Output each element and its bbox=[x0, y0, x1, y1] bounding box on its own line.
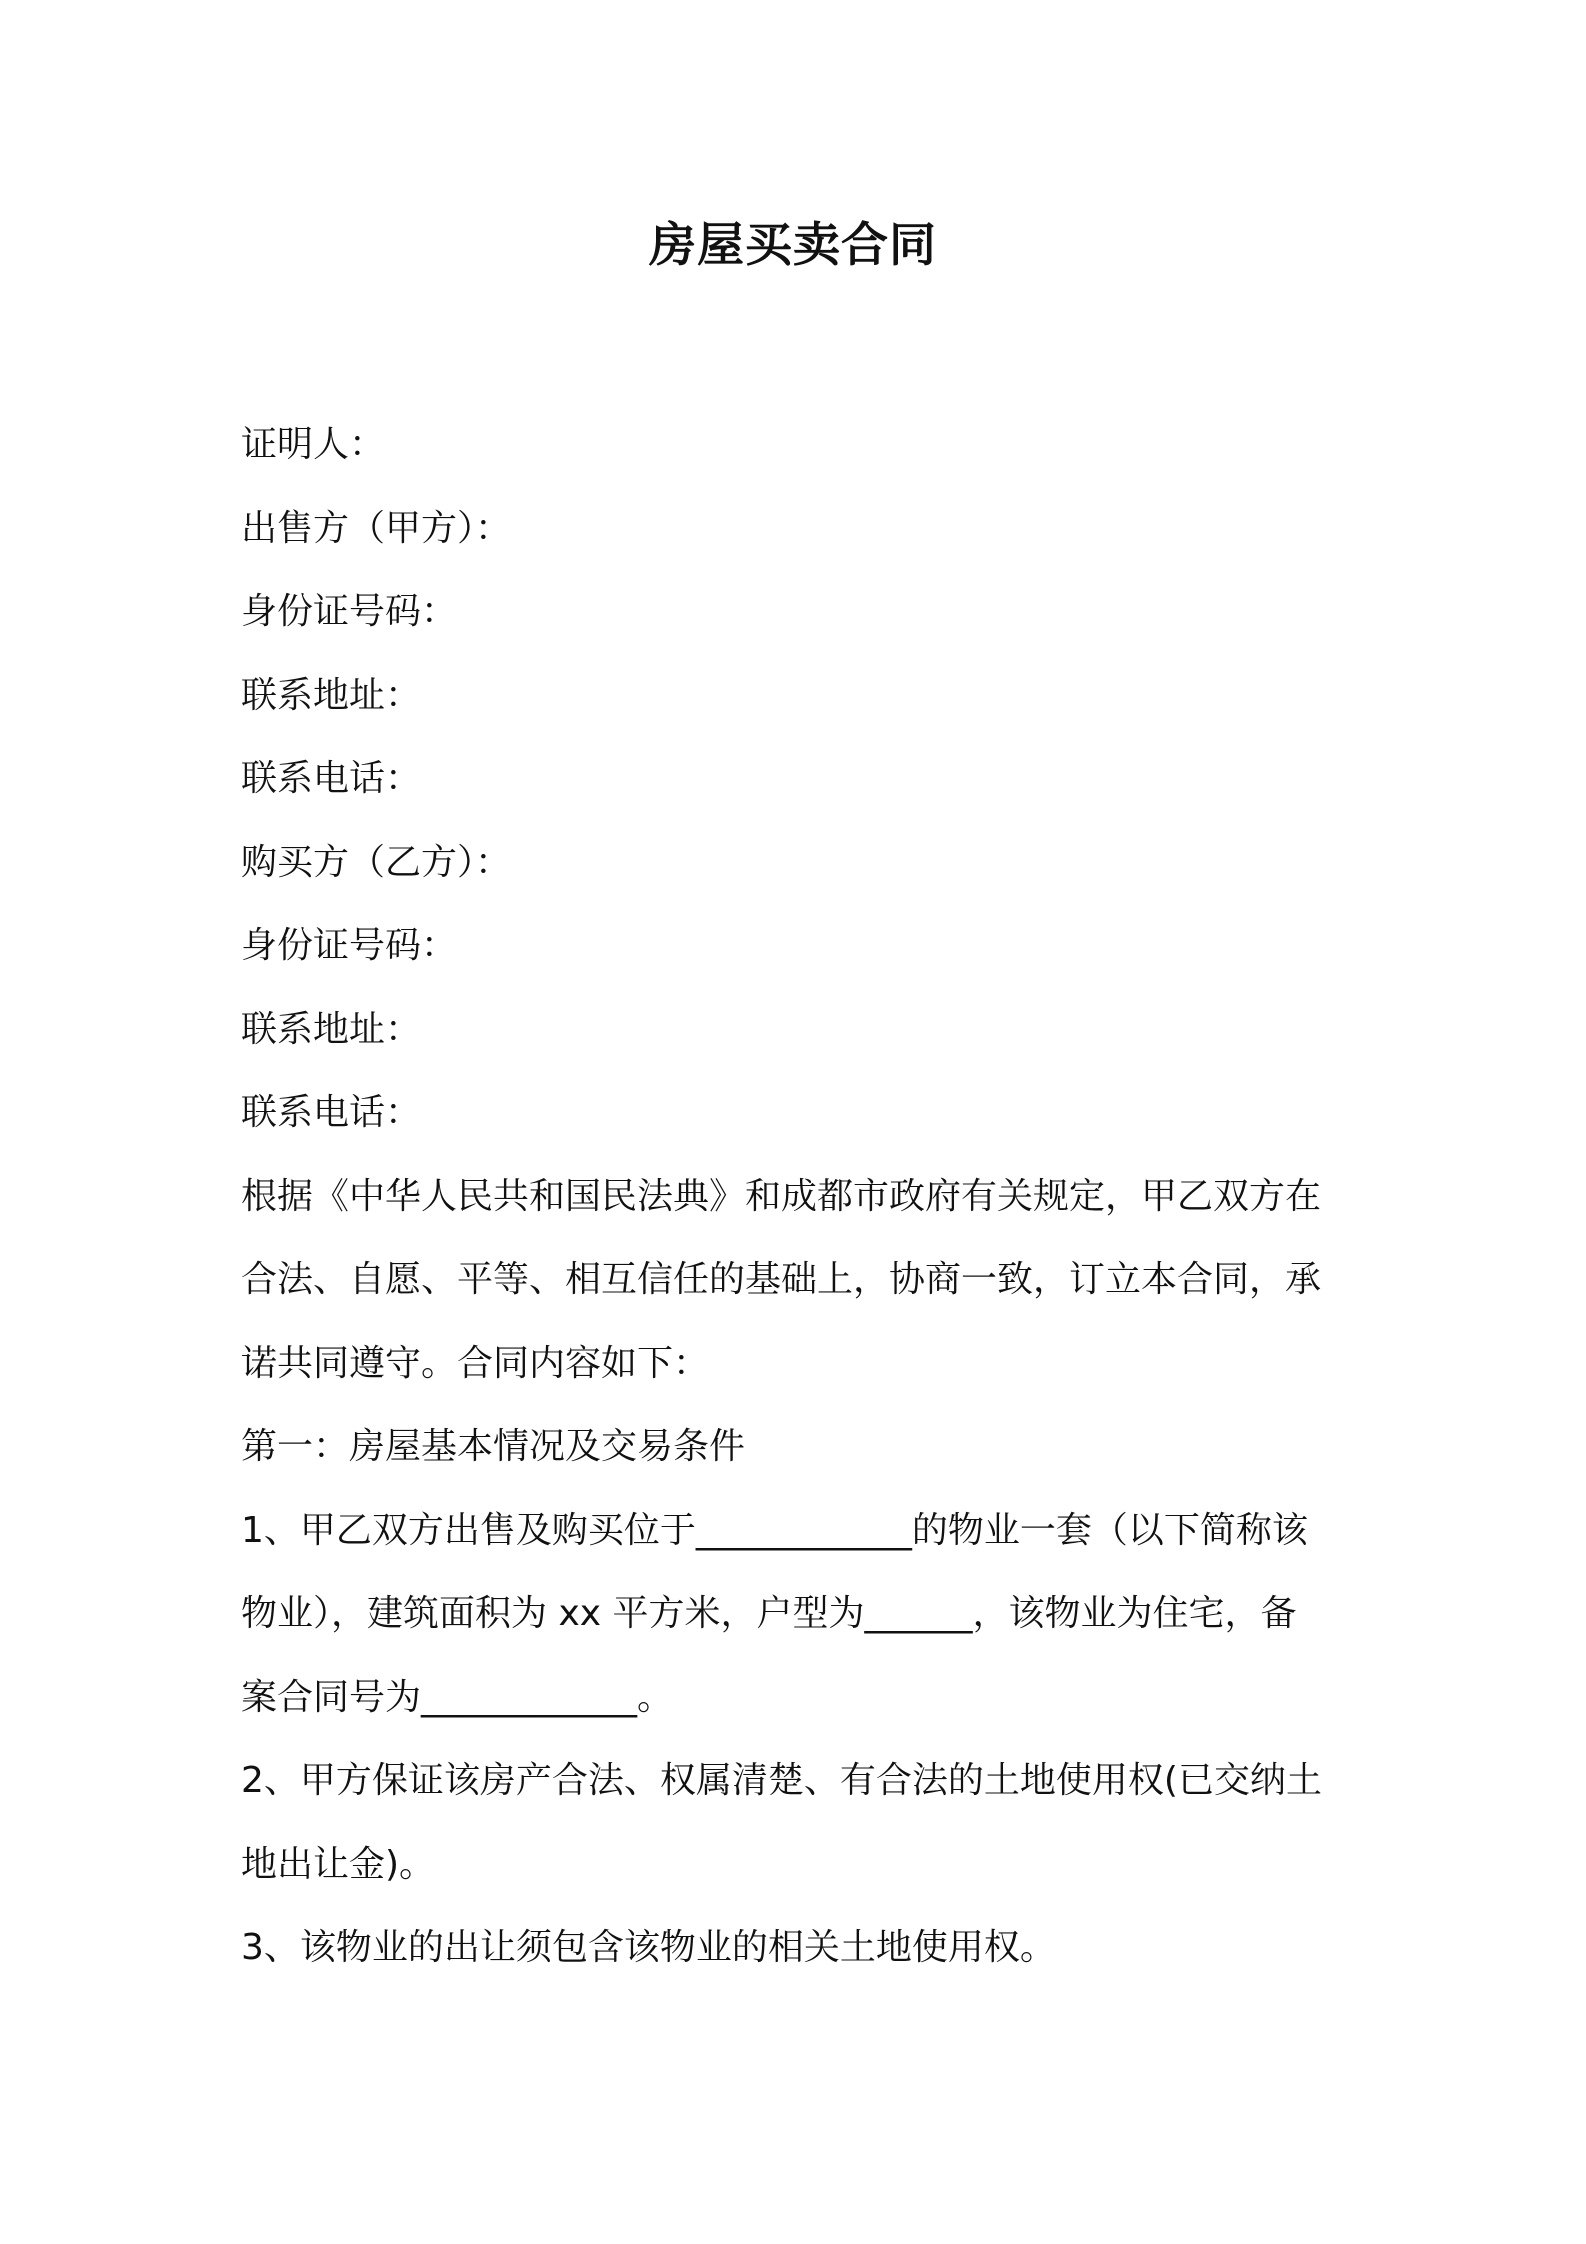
seller-address-label: 联系地址： bbox=[241, 674, 422, 716]
preamble-line: 诺共同遵守。合同内容如下： bbox=[241, 1342, 710, 1384]
clause-1-line: 1、甲乙双方出售及购买位于____________的物业一套（以下简称该 bbox=[241, 1509, 1308, 1551]
seller-id-label: 身份证号码： bbox=[241, 591, 458, 632]
witness-label: 证明人： bbox=[241, 424, 386, 465]
clause-2-line: 地出让金)。 bbox=[241, 1843, 436, 1885]
buyer-address-label: 联系地址： bbox=[241, 1008, 422, 1050]
seller-label: 出售方（甲方）： bbox=[241, 507, 512, 549]
clause-1-line: 案合同号为____________。 bbox=[241, 1676, 674, 1718]
seller-phone-label: 联系电话： bbox=[241, 758, 422, 799]
clause-1-line: 物业），建筑面积为 xx 平方米，户型为______，该物业为住宅，备 bbox=[241, 1593, 1297, 1634]
section-heading: 第一：房屋基本情况及交易条件 bbox=[241, 1426, 746, 1467]
preamble-line: 根据《中华人民共和国民法典》和成都市政府有关规定，甲乙双方在 bbox=[241, 1175, 1322, 1217]
document-body bbox=[241, 403, 1361, 1990]
buyer-label: 购买方（乙方）： bbox=[241, 841, 512, 883]
buyer-id-label: 身份证号码： bbox=[241, 925, 458, 966]
document-title: 房屋买卖合同 bbox=[649, 218, 937, 273]
preamble-line: 合法、自愿、平等、相互信任的基础上，协商一致，订立本合同，承 bbox=[241, 1259, 1322, 1300]
clause-2-line: 2、甲方保证该房产合法、权属清楚、有合法的土地使用权(已交纳土 bbox=[241, 1760, 1322, 1801]
clause-3-line: 3、该物业的出让须包含该物业的相关土地使用权。 bbox=[241, 1927, 1056, 1968]
buyer-phone-label: 联系电话： bbox=[241, 1092, 422, 1133]
